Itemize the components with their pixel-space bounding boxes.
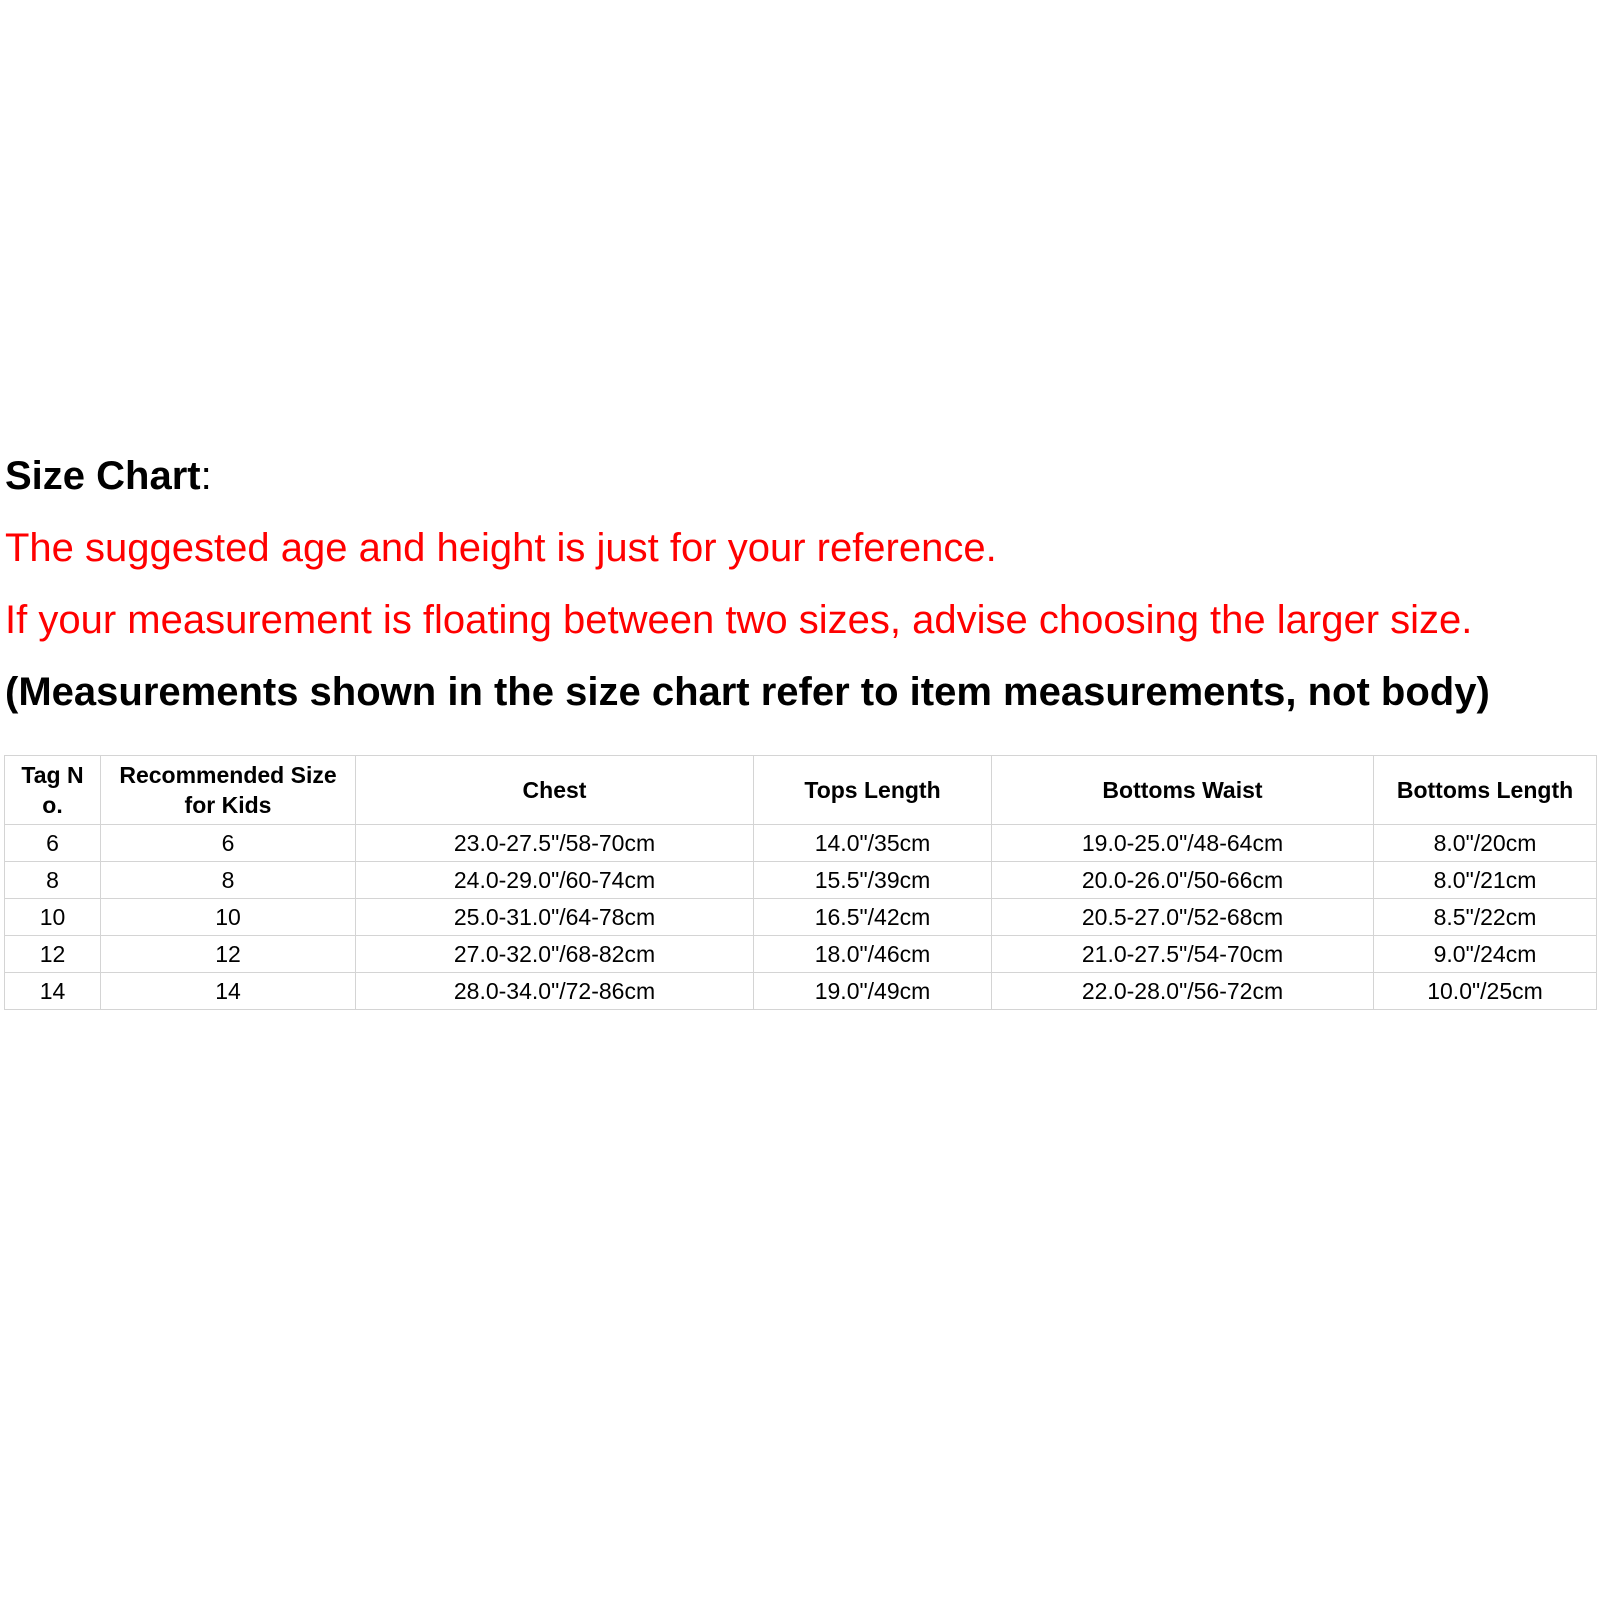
cell-tops-length: 19.0"/49cm [754,973,992,1010]
cell-bottoms-length: 8.0"/21cm [1374,862,1597,899]
cell-recommended-size: 8 [101,862,356,899]
cell-tag-no: 14 [5,973,101,1010]
cell-tops-length: 14.0"/35cm [754,825,992,862]
cell-recommended-size: 12 [101,936,356,973]
title-colon: : [200,454,212,498]
header-bottoms-waist: Bottoms Waist [992,756,1374,825]
title-text: Size Chart [5,454,201,498]
cell-bottoms-waist: 21.0-27.5"/54-70cm [992,936,1374,973]
table-row [5,936,1597,973]
cell-tops-length: 16.5"/42cm [754,899,992,936]
header-tops-length: Tops Length [754,756,992,825]
table-header-row [5,756,1597,825]
header-recommended-size-line2: for Kids [184,792,272,818]
cell-bottoms-length: 8.0"/20cm [1374,825,1597,862]
cell-chest: 25.0-31.0"/64-78cm [356,899,754,936]
cell-recommended-size: 14 [101,973,356,1010]
size-table [4,755,1597,1010]
cell-chest: 24.0-29.0"/60-74cm [356,862,754,899]
cell-chest: 28.0-34.0"/72-86cm [356,973,754,1010]
cell-bottoms-waist: 22.0-28.0"/56-72cm [992,973,1374,1010]
cell-tops-length: 18.0"/46cm [754,936,992,973]
cell-recommended-size: 10 [101,899,356,936]
cell-bottoms-waist: 19.0-25.0"/48-64cm [992,825,1374,862]
header-bottoms-length: Bottoms Length [1374,756,1597,825]
cell-bottoms-waist: 20.5-27.0"/52-68cm [992,899,1374,936]
cell-tag-no: 12 [5,936,101,973]
table-row [5,973,1597,1010]
header-tag-no-line2: o. [42,792,63,818]
table-row [5,862,1597,899]
cell-tag-no: 6 [5,825,101,862]
cell-chest: 23.0-27.5"/58-70cm [356,825,754,862]
cell-tops-length: 15.5"/39cm [754,862,992,899]
header-tag-no [5,756,101,825]
cell-recommended-size: 6 [101,825,356,862]
page-title [5,440,1595,512]
cell-tag-no: 8 [5,862,101,899]
header-recommended-size-line1: Recommended Size [119,762,337,788]
cell-tag-no: 10 [5,899,101,936]
cell-bottoms-length: 8.5"/22cm [1374,899,1597,936]
age-height-note: The suggested age and height is just for your reference. [5,526,997,570]
cell-bottoms-length: 10.0"/25cm [1374,973,1597,1010]
header-chest: Chest [356,756,754,825]
cell-chest: 27.0-32.0"/68-82cm [356,936,754,973]
measurements-note: (Measurements shown in the size chart refer to item measurements, not body) [5,670,1490,714]
cell-bottoms-waist: 20.0-26.0"/50-66cm [992,862,1374,899]
table-row [5,825,1597,862]
between-sizes-note: If your measurement is floating between two sizes, advise choosing the larger size. [5,598,1473,642]
table-row [5,899,1597,936]
header-tag-no-line1: Tag N [21,762,84,788]
cell-bottoms-length: 9.0"/24cm [1374,936,1597,973]
size-chart-heading [5,440,1595,728]
header-recommended-size [101,756,356,825]
